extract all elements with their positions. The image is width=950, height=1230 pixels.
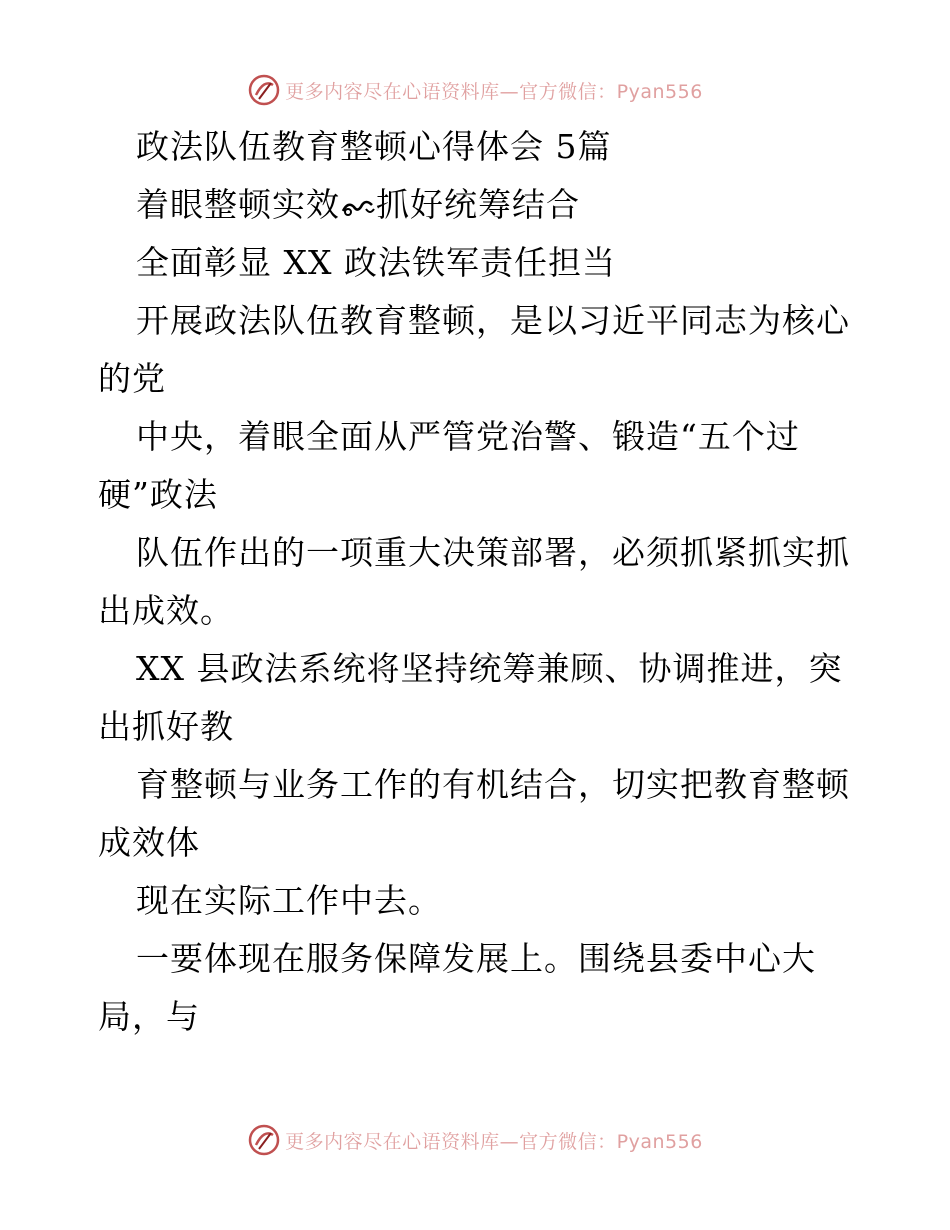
paragraph-line: 硬”政法	[98, 475, 218, 514]
paragraph-line: 局，与	[98, 997, 200, 1036]
doc-subtitle-1	[98, 176, 858, 234]
subtitle-text-after: 抓好统筹结合	[376, 185, 580, 224]
paragraph-line: 中央，着眼全面从严管党治警、锻造“五个过	[136, 417, 800, 456]
paragraph-line: 一要体现在服务保障发展上。围绕县委中心大	[136, 939, 816, 978]
subtitle-text-before: 着眼整顿实效	[136, 185, 340, 224]
paragraph-line: 出抓好教	[98, 707, 234, 746]
watermark-text: 更多内容尽在心语资料库—官方微信：Pyan556	[285, 1130, 703, 1153]
watermark-text: 更多内容尽在心语资料库—官方微信：Pyan556	[285, 80, 703, 103]
header-watermark	[0, 70, 950, 110]
paragraph-line: 现在实际工作中去。	[136, 881, 442, 920]
document-body	[98, 118, 858, 1046]
doc-title: 政法队伍教育整顿心得体会 5篇	[136, 127, 612, 166]
paragraph-line: 成效体	[98, 823, 200, 862]
paragraph-line: XX 县政法系统将坚持统筹兼顾、协调推进，突	[136, 649, 843, 688]
watermark-logo-icon	[247, 73, 281, 107]
paragraph-line: 队伍作出的一项重大决策部署，必须抓紧抓实抓	[136, 533, 850, 572]
paragraph-line: 开展政法队伍教育整顿，是以习近平同志为核心	[136, 301, 850, 340]
paragraph-line: 的党	[98, 359, 166, 398]
footer-watermark	[0, 1120, 950, 1160]
watermark-logo-icon	[247, 1123, 281, 1157]
ornament-icon	[340, 195, 376, 219]
paragraph-line: 育整顿与业务工作的有机结合，切实把教育整顿	[136, 765, 850, 804]
doc-subtitle-2: 全面彰显 XX 政法铁军责任担当	[136, 243, 616, 282]
paragraph-line: 出成效。	[98, 591, 234, 630]
